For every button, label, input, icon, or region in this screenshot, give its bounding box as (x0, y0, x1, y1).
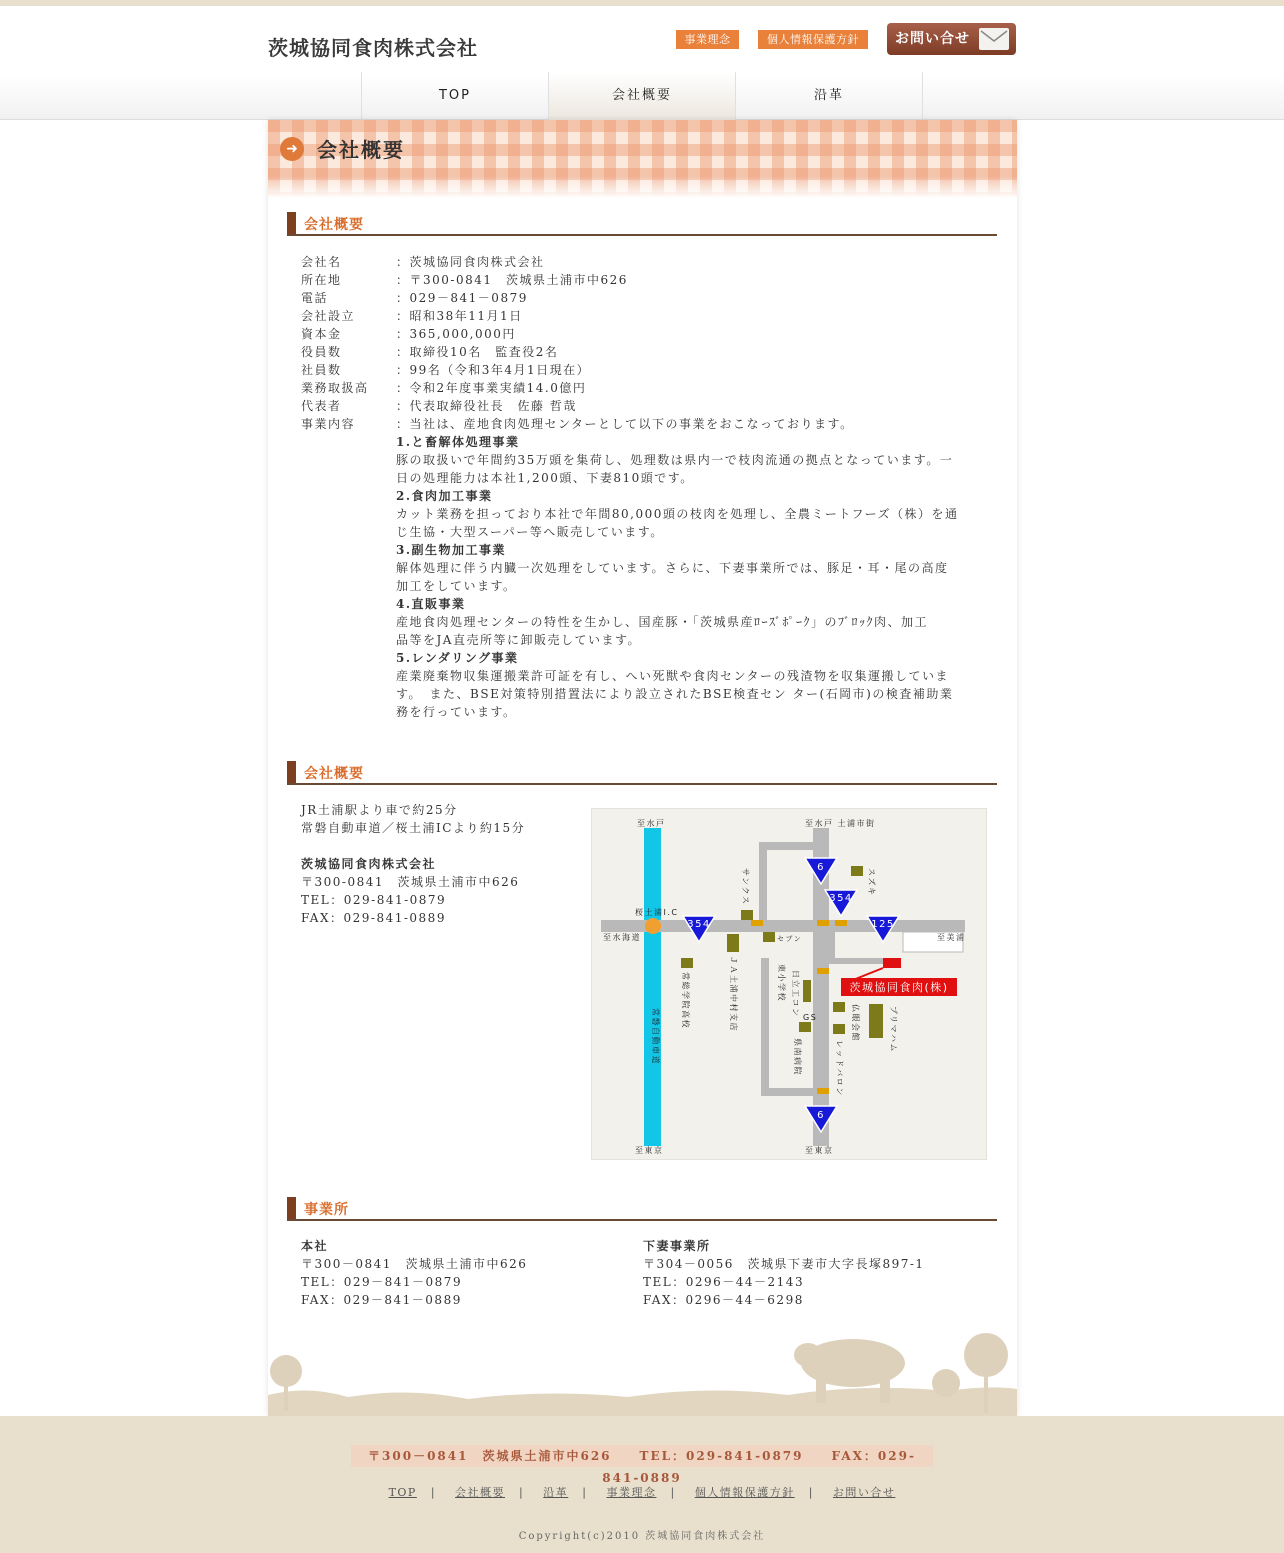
map-label: 至東京 (805, 1146, 834, 1155)
heading-bar (287, 761, 296, 783)
separator: | (430, 1486, 437, 1499)
route-354-right-label: 354 (829, 893, 853, 904)
map-block (763, 932, 775, 942)
map-label: GS (803, 1013, 818, 1022)
map-block (741, 910, 753, 920)
info-value: ：当社は、産地食肉処理センターとして以下の事業をおこなっております。 (396, 417, 854, 431)
footer-link-philosophy[interactable]: 事業理念 (606, 1486, 657, 1499)
business-description: 産業廃棄物収集運搬業許可証を有し、へい死獣や食肉センターの残渣物を収集運搬していま (396, 669, 950, 683)
map-label: 仏眼会館 (851, 1004, 860, 1042)
map-label: 常磐自動車道 (651, 1008, 660, 1065)
route-6-bottom-label: 6 (817, 1110, 825, 1121)
footer-link-about[interactable]: 会社概要 (455, 1486, 506, 1499)
info-label: 資本金 (301, 327, 342, 341)
info-label: 電話 (301, 291, 329, 305)
office-name: 本社 (301, 1239, 329, 1253)
office-tel: TEL：0296－44－2143 (643, 1275, 805, 1289)
map-label: 常総学院高校 (681, 972, 690, 1029)
info-row (301, 397, 1001, 415)
business-description: 産地食肉処理センターの特性を生かし、国産豚・「茨城県産ﾛｰｽﾞﾎﾟｰｸ」のﾌﾞﾛｯｸ肉、加工 (396, 615, 929, 629)
office-address: 〒304－0056 茨城県下妻市大字長塚897-1 (643, 1257, 925, 1271)
business-title: 3.副生物加工事業 (396, 543, 507, 557)
map-label: 至水戸 (637, 819, 666, 828)
footer-contact-info: 〒300－0841 茨城県土浦市中626 TEL：029-841-0879 FAX：029-841-0889 (351, 1445, 933, 1467)
office-fax: FAX：0296－44－6298 (643, 1293, 804, 1307)
map-block (727, 934, 739, 952)
contact-button-label: お問い合せ (895, 31, 970, 47)
footer-silhouette (268, 1325, 1017, 1417)
business-title: 4.直販事業 (396, 597, 466, 611)
business-title: 2.食肉加工事業 (396, 489, 493, 503)
footer-link-privacy[interactable]: 個人情報保護方針 (694, 1486, 795, 1499)
nav-top[interactable]: TOP (361, 72, 548, 120)
business-description: 品等をJA直売所等に卸販売しています。 (396, 633, 642, 647)
heading-bar (287, 1197, 296, 1219)
business-description: じ生協・大型スーパー等へ販売しています。 (396, 525, 664, 539)
info-label: 会社設立 (301, 309, 356, 323)
separator: | (519, 1486, 525, 1499)
grass-silhouette (268, 1387, 1017, 1417)
map-signal (751, 920, 763, 926)
info-label: 業務取扱高 (301, 381, 369, 395)
map-company-label: 茨城協同食肉(株) (849, 981, 949, 994)
contact-button[interactable] (887, 23, 1016, 55)
site-logo[interactable]: 茨城協同食肉株式会社 (268, 36, 478, 60)
business-title: 5.レンダリング事業 (396, 651, 519, 665)
map-label: ＪＡ土浦中村支店 (729, 956, 738, 1032)
footer-link-top[interactable]: TOP (388, 1486, 417, 1499)
map-signal (817, 1088, 829, 1094)
info-row (301, 415, 1001, 433)
map-block (851, 866, 863, 876)
map-label: スズキ (867, 868, 876, 897)
map-ic-marker (645, 918, 661, 934)
access-expressway: 常磐自動車道／桜土浦ICより約15分 (301, 821, 526, 835)
map-fax: FAX：029-841-0889 (301, 911, 446, 925)
map-company-name: 茨城協同食肉株式会社 (301, 857, 437, 871)
info-label: 会社名 (301, 255, 342, 269)
map-block (833, 1002, 845, 1012)
info-label: 所在地 (301, 273, 342, 287)
route-6-top-label: 6 (817, 862, 825, 873)
business-description: 解体処理に伴う内臓一次処理をしています。さらに、下妻事業所では、豚足・耳・尾の高度 (396, 561, 949, 575)
map-label: 至東京 (635, 1146, 664, 1155)
section-heading-access (287, 761, 997, 785)
info-value: ：昭和38年11月1日 (396, 309, 523, 323)
map-road-loop-left (759, 842, 767, 922)
info-value: ：99名（令和3年4月1日現在） (396, 363, 591, 377)
copyright: Copyright(c)2010 茨城協同食肉株式会社 (518, 1531, 766, 1542)
section-title: 会社概要 (304, 217, 364, 233)
map-block (869, 1004, 883, 1038)
info-value: ：令和2年度事業実績14.0億円 (396, 381, 587, 395)
info-label: 事業内容 (301, 417, 356, 431)
info-value: ：365,000,000円 (396, 327, 516, 341)
info-label: 代表者 (301, 399, 342, 413)
map-signal (817, 968, 829, 974)
page-title: 会社概要 (317, 138, 405, 162)
separator: | (808, 1486, 814, 1499)
footer-nav (0, 1484, 1284, 1500)
map-label: 至美浦 (937, 933, 966, 942)
info-row (301, 271, 1001, 289)
map-label: 至水海道 (603, 933, 641, 942)
route-125-label: 125 (871, 919, 895, 930)
map-block (803, 980, 811, 1002)
map-block (799, 1022, 811, 1032)
map-company-marker (883, 958, 901, 968)
info-value: ：取締役10名 監査役2名 (396, 345, 559, 359)
business-description: 日の処理能力は本社1,200頭、下妻810頭です。 (396, 471, 694, 485)
map-label: 桜土浦I.C (635, 908, 679, 917)
banner-fade (268, 176, 1017, 198)
map-road-loop-bottom (761, 1088, 815, 1096)
section-title: 事業所 (304, 1202, 349, 1218)
separator: | (582, 1486, 588, 1499)
footer-link-contact[interactable]: お問い合せ (832, 1486, 896, 1499)
info-value: ：代表取締役社長 佐藤 哲哉 (396, 399, 577, 413)
map-tel: TEL：029-841-0879 (301, 893, 447, 907)
access-map (591, 808, 987, 1160)
office-fax: FAX：029－841－0889 (301, 1293, 462, 1307)
map-label: 東小学校 (777, 964, 786, 1002)
map-label: プリマハム (889, 1006, 898, 1053)
separator: | (670, 1486, 676, 1499)
route-354-left-label: 354 (687, 919, 711, 930)
info-row (301, 325, 1001, 343)
heading-bar (287, 212, 296, 234)
map-block (681, 958, 693, 968)
business-description: 加工をしています。 (396, 579, 517, 593)
office-tel: TEL：029－841－0879 (301, 1275, 463, 1289)
map-road-branch2 (829, 932, 835, 962)
business-description: 務を行っています。 (396, 705, 517, 719)
map-signal (835, 920, 847, 926)
info-row (301, 253, 1001, 271)
access-train: JR土浦駅より車で約25分 (301, 803, 458, 817)
map-road-loop-side (761, 958, 769, 1094)
section-heading-overview (287, 212, 997, 236)
info-row (301, 307, 1001, 325)
map-block (833, 1024, 845, 1034)
map-expressway (644, 828, 661, 1146)
map-label: サンクス (741, 868, 750, 906)
map-label: 県南病院 (793, 1038, 802, 1076)
map-road-loop-top (759, 842, 815, 850)
map-label: 至水戸 土浦市街 (805, 819, 876, 828)
map-label: セブン (777, 935, 803, 943)
info-row (301, 343, 1001, 361)
info-row (301, 379, 1001, 397)
info-value: ：〒300-0841 茨城県土浦市中626 (396, 273, 628, 287)
info-row (301, 361, 1001, 379)
main-content (268, 120, 1017, 1416)
nav-about[interactable]: 会社概要 (548, 72, 735, 120)
info-value: ：029－841－0879 (396, 291, 528, 305)
map-signal (817, 920, 829, 926)
arrow-right-icon: ➜ (280, 137, 304, 161)
business-title: 1.と畜解体処理事業 (396, 435, 520, 449)
nav-history[interactable]: 沿革 (735, 72, 922, 120)
privacy-policy-link[interactable]: 個人情報保護方針 (758, 30, 868, 49)
info-label: 役員数 (301, 345, 342, 359)
envelope-icon (979, 28, 1009, 50)
office-address: 〒300－0841 茨城県土浦市中626 (301, 1257, 528, 1271)
business-description: カット業務を担っており本社で年間80,000頭の枝肉を処理し、全農ミートフーズ（株）を通 (396, 507, 959, 521)
section-heading-offices (287, 1197, 997, 1221)
map-label: 日立工コン (791, 970, 800, 1018)
office-name: 下妻事業所 (643, 1239, 711, 1253)
business-description: す。 また、BSE対策特別措置法により設立されたBSE検査セン ター(石岡市)の検査補助業 (396, 687, 954, 701)
business-description: 豚の取扱いで年間約35万頭を集荷し、処理数は県内一で枝肉流通の拠点となっています。一 (396, 453, 954, 467)
info-row (301, 289, 1001, 307)
footer-link-history[interactable]: 沿革 (543, 1486, 569, 1499)
section-title: 会社概要 (304, 766, 364, 782)
map-label: レッドバロン (835, 1040, 844, 1097)
map-address: 〒300-0841 茨城県土浦市中626 (301, 875, 520, 889)
nav-divider (922, 72, 923, 120)
philosophy-link[interactable]: 事業理念 (676, 30, 739, 49)
info-label: 社員数 (301, 363, 342, 377)
info-value: ：茨城協同食肉株式会社 (396, 255, 545, 269)
